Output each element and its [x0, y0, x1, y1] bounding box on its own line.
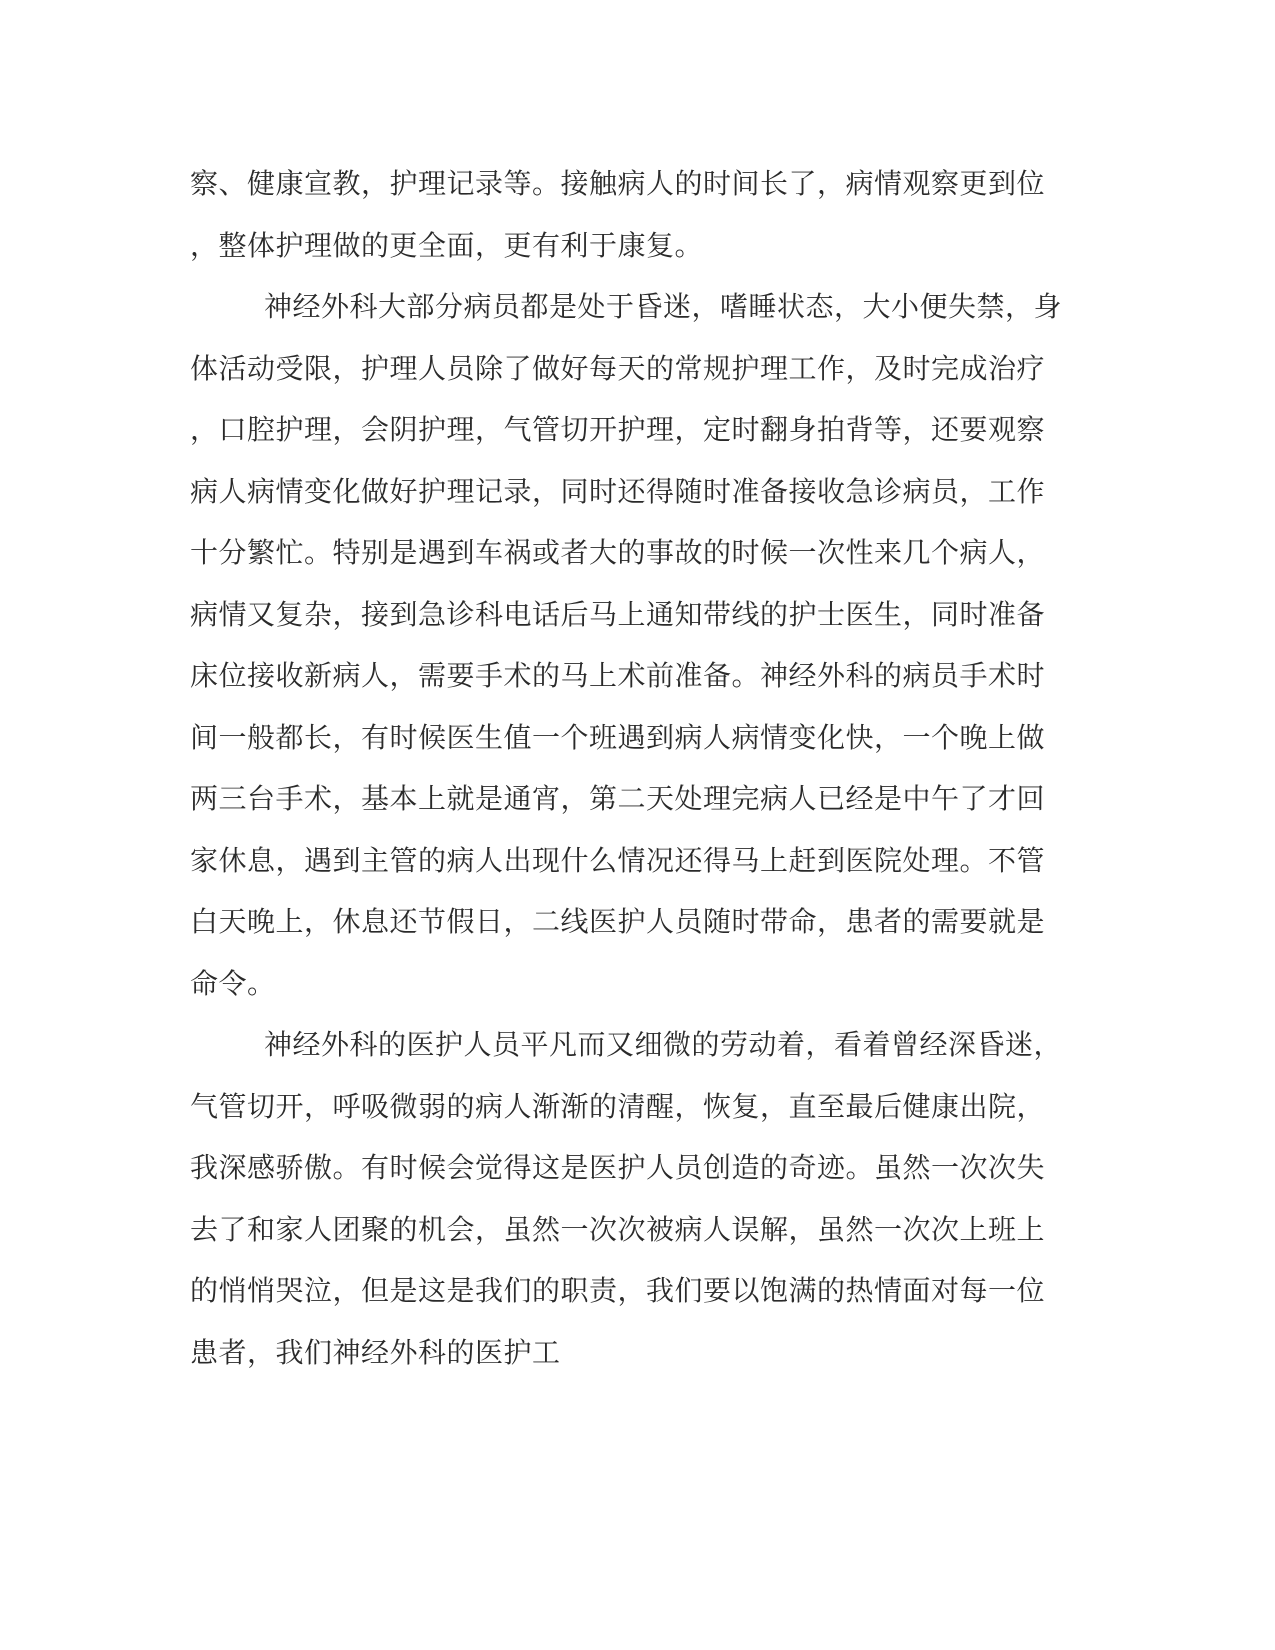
- text-line: 家休息，遇到主管的病人出现什么情况还得马上赶到医院处理。不管: [190, 843, 1046, 877]
- text-line: 患者，我们神经外科的医护工: [190, 1335, 561, 1369]
- text-line: 两三台手术，基本上就是通宵，第二天处理完病人已经是中午了才回: [190, 782, 1046, 815]
- text-line: 去了和家人团聚的机会，虽然一次次被病人误解，虽然一次次上班上: [190, 1212, 1046, 1246]
- text-line: 我深感骄傲。有时候会觉得这是医护人员创造的奇迹。虽然一次次失: [190, 1151, 1046, 1184]
- text-line: 病情又复杂，接到急诊科电话后马上通知带线的护士医生，同时准备: [190, 597, 1046, 631]
- text-line: 气管切开，呼吸微弱的病人渐渐的清醒，恢复，直至最后健康出院，: [190, 1089, 1046, 1123]
- text-line: ，整体护理做的更全面，更有利于康复。: [190, 228, 704, 262]
- text-line: ，口腔护理，会阴护理，气管切开护理，定时翻身拍背等，还要观察: [190, 413, 1046, 446]
- text-line: 体活动受限，护理人员除了做好每天的常规护理工作，及时完成治疗: [190, 351, 1046, 385]
- paragraph-first-line: 神经外科大部分病员都是处于昏迷，嗜睡状态，大小便失禁，身: [264, 290, 1063, 323]
- text-line: 病人病情变化做好护理记录，同时还得随时准备接收急诊病员，工作: [190, 474, 1046, 508]
- body-text: [190, 163, 1070, 1393]
- text-line: 命令。: [190, 966, 276, 1000]
- text-line: 白天晚上，休息还节假日，二线医护人员随时带命，患者的需要就是: [190, 905, 1046, 938]
- text-line: 察、健康宣教，护理记录等。接触病人的时间长了，病情观察更到位: [190, 167, 1046, 200]
- paragraph-first-line: 神经外科的医护人员平凡而又细微的劳动着，看着曾经深昏迷，: [264, 1028, 1063, 1061]
- text-line: 间一般都长，有时候医生值一个班遇到病人病情变化快，一个晚上做: [190, 720, 1046, 754]
- text-line: 床位接收新病人，需要手术的马上术前准备。神经外科的病员手术时: [190, 659, 1046, 692]
- text-line: 的悄悄哭泣，但是这是我们的职责，我们要以饱满的热情面对每一位: [190, 1274, 1046, 1307]
- text-line: 十分繁忙。特别是遇到车祸或者大的事故的时候一次性来几个病人，: [190, 536, 1046, 569]
